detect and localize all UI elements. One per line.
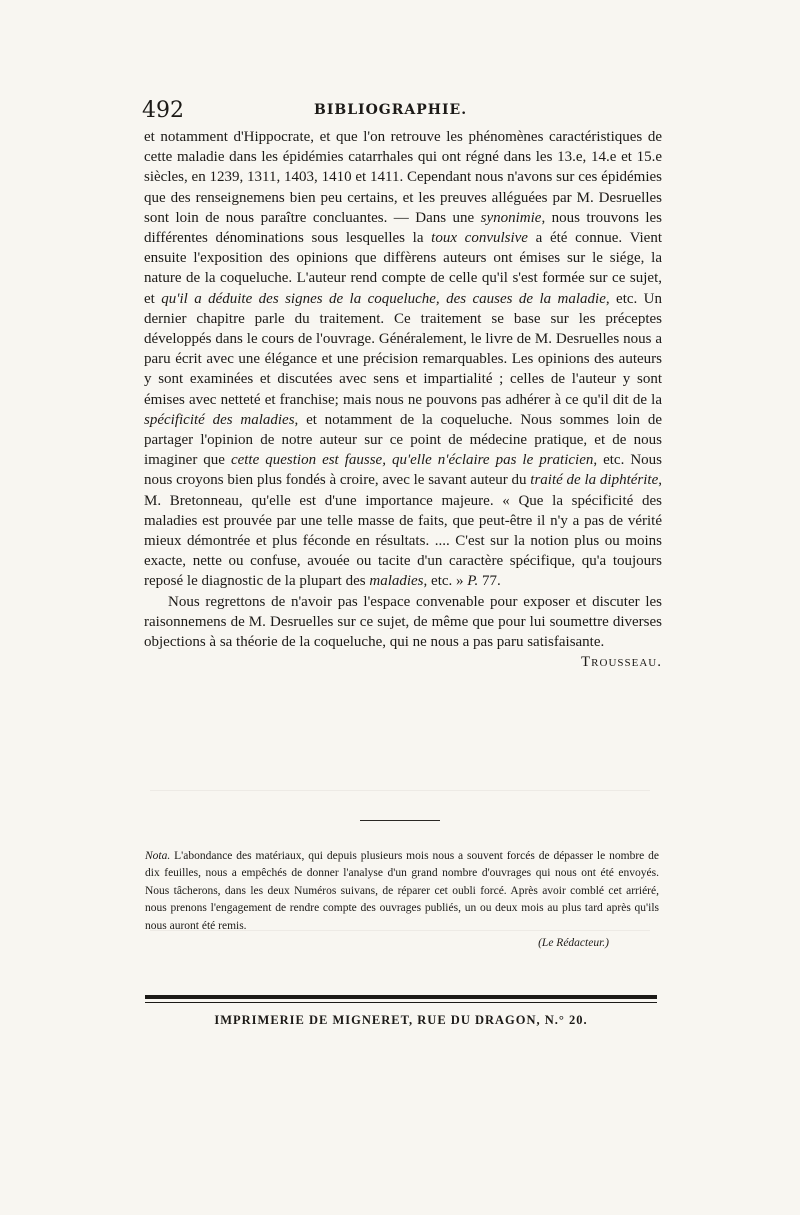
running-title: BIBLIOGRAPHIE. — [314, 102, 468, 118]
text-run: a été connue. Vient ensuite l'exposition des opinions que diffèrens auteurs ont émises sur le siége, la nature de la coqueluche. L'auteur rend compte de celle qu'il s'est formée sur ce sujet, et — [144, 230, 662, 307]
note-author: (Le Rédacteur.) — [538, 937, 609, 950]
text-run: , etc. Un dernier chapitre parle du traitement. Ce traitement se base sur les préceptes développés dans le cours de l'ouvrage. Généralement, le livre de M. Desruelles nous a paru écrit avec une élégance et une précision remarquables. Les opinions des auteurs y sont examinées et discutées avec sens et impartialité ; celles de l'auteur y sont émises avec netteté et franchise; mais nous ne pouvons pas adhérer à ce qu'il dit de la — [144, 290, 663, 408]
text-run: , M. Bretonneau, qu'elle est d'une importance majeure. « Que la spécificité des maladies est prouvée par une telle masse de faits, que peut-être il n'y a pas de vérité mieux démontrée et plus féconde en résultats. .... C'est sur la notion plus ou moins exacte, nette ou confuse, avouée ou tacite d'un caractère spécifique, qu'a toujours reposé le diagnostic de la plupart des — [144, 472, 662, 590]
italic-page-ref: P. — [467, 573, 479, 590]
italic-quote: cette question est fausse, qu'elle n'éclaire pas le praticien — [230, 452, 594, 469]
text-run: et notamment d'Hippocrate, et que l'on retrouve les phénomènes caractéristiques de cette maladie dans les épidémies catarrhales qui ont régné dans les 13.e, 14.e et 15.e siècles, en 1239, 1311, 1403, 1410 et 1411. Cependant nous n'avons sur ces épidémies que des renseignemens bien peu certains, et les preuves alléguées par M. Desruelles sont loin de nous paraître concluantes. — Dans une — [144, 129, 662, 226]
text-run: , etc. » — [423, 573, 468, 590]
italic-term: synonimie — [480, 209, 542, 226]
italic-term: toux convulsive — [431, 230, 528, 247]
text-run: Nous regrettons de n'avoir pas l'espace convenable pour exposer et discuter les raisonnemens de M. Desruelles sur ce sujet, de même que pour lui soumettre diverses objections à sa théorie de la coqueluche, qui ne nous a pas paru satisfaisante. — [144, 593, 662, 651]
note-text: L'abondance des matériaux, qui depuis plusieurs mois nous a souvent forcés de dépasser le nombre de dix feuilles, nous a empêchés de donner l'analyse d'un grand nombre d'ouvrages qui nous ont été envoyés. Nous tâcherons, dans les deux Numéros suivans, de réparer cet oubli forcé. Après avoir comblé cet arriéré, nous prenons l'engagement de rendre compte des ouvrages publiés, un ou deux mois au plus tard après qu'ils nous auront été remis. — [145, 850, 659, 932]
note-paragraph — [145, 848, 659, 935]
note-label: Nota. — [145, 850, 171, 862]
show-through-line — [150, 790, 650, 791]
body-paragraph — [144, 592, 662, 671]
article-body — [144, 127, 662, 672]
italic-title: traité de la diphtérite — [530, 472, 659, 489]
text-run: , etc. Nous nous croyons bien plus fondés à croire, avec le savant auteur du — [144, 452, 662, 489]
author-signature: Trousseau. — [581, 654, 662, 671]
page-number: 492 — [142, 98, 184, 123]
text-run: 77. — [478, 573, 501, 590]
footer-rule-thick — [145, 995, 657, 999]
italic-quote: qu'il a déduite des signes de la coqueluche, des causes de la maladie — [161, 290, 606, 307]
editor-note — [145, 848, 659, 952]
italic-term: spécificité des maladies — [144, 411, 295, 428]
footer-rule-thin — [145, 1002, 657, 1003]
text-run: , nous trouvons les différentes dénominations sous lesquelles la — [144, 209, 662, 247]
body-paragraph — [144, 127, 662, 592]
italic-term: maladies — [369, 573, 424, 590]
page-header — [142, 98, 662, 128]
printer-imprint: IMPRIMERIE DE MIGNERET, RUE DU DRAGON, N.° 20. — [214, 1013, 588, 1027]
section-separator — [360, 820, 440, 821]
text-run: , et notamment de la coqueluche. Nous sommes loin de partager l'opinion de notre auteur sur ce point de médecine pratique, et de nous imaginer que — [144, 411, 662, 469]
